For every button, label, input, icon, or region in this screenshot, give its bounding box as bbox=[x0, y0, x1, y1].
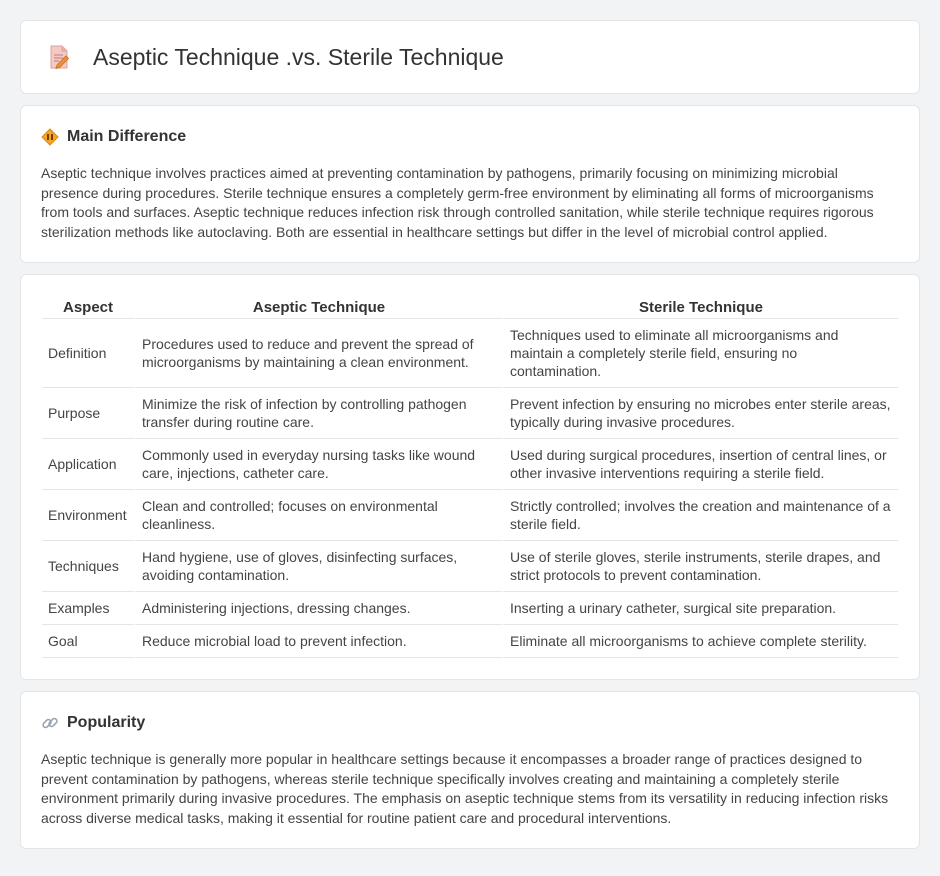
row-aseptic: Minimize the risk of infection by controlling pathogen transfer during routine care. bbox=[134, 388, 502, 439]
header-aspect: Aspect bbox=[42, 295, 134, 319]
row-sterile: Strictly controlled; involves the creation and maintenance of a sterile field. bbox=[502, 490, 898, 541]
table-header-row bbox=[42, 295, 898, 319]
row-aseptic: Clean and controlled; focuses on environmental cleanliness. bbox=[134, 490, 502, 541]
row-aspect: Goal bbox=[42, 625, 134, 658]
header-aseptic: Aseptic Technique bbox=[134, 295, 502, 319]
popularity-heading bbox=[41, 714, 899, 732]
main-difference-heading-text: Main Difference bbox=[67, 128, 187, 145]
popularity-text: Aseptic technique is generally more popular in healthcare settings because it encompasses a broader range of practices designed to prevent contamination by pathogens, whereas sterile technique specifically involves creating and maintaining a completely sterile environment primarily during invasive procedures. The emphasis on aseptic technique stems from its versatility in reducing infection risks across diverse medical tasks, making it essential for routine patient care and procedural interventions. bbox=[41, 751, 889, 826]
table-row bbox=[42, 625, 898, 658]
header-sterile: Sterile Technique bbox=[502, 295, 898, 319]
row-aseptic: Hand hygiene, use of gloves, disinfecting surfaces, avoiding contamination. bbox=[134, 541, 502, 592]
row-aspect: Definition bbox=[42, 319, 134, 388]
row-aspect: Purpose bbox=[42, 388, 134, 439]
row-aseptic: Commonly used in everyday nursing tasks like wound care, injections, catheter care. bbox=[134, 439, 502, 490]
row-sterile: Use of sterile gloves, sterile instruments, sterile drapes, and strict protocols to prevent contamination. bbox=[502, 541, 898, 592]
link-icon bbox=[41, 714, 59, 732]
header-card bbox=[20, 20, 920, 94]
row-aspect: Environment bbox=[42, 490, 134, 541]
row-sterile: Eliminate all microorganisms to achieve complete sterility. bbox=[502, 625, 898, 658]
row-aspect: Application bbox=[42, 439, 134, 490]
popularity-heading-text: Popularity bbox=[67, 714, 146, 731]
row-aspect: Examples bbox=[42, 592, 134, 625]
document-edit-icon bbox=[45, 43, 73, 71]
row-sterile: Techniques used to eliminate all microorganisms and maintain a completely sterile field, ensuring no contamination. bbox=[502, 319, 898, 388]
table-row bbox=[42, 388, 898, 439]
table-row bbox=[42, 592, 898, 625]
page-title: Aseptic Technique .vs. Sterile Technique bbox=[93, 43, 504, 70]
table-row bbox=[42, 439, 898, 490]
table-row bbox=[42, 541, 898, 592]
diamond-warning-icon bbox=[41, 128, 59, 146]
row-sterile: Prevent infection by ensuring no microbes enter sterile areas, typically during invasive procedures. bbox=[502, 388, 898, 439]
row-sterile: Used during surgical procedures, insertion of central lines, or other invasive interventions requiring a sterile field. bbox=[502, 439, 898, 490]
main-difference-section bbox=[20, 105, 920, 263]
main-difference-heading bbox=[41, 128, 899, 146]
row-aseptic: Administering injections, dressing changes. bbox=[134, 592, 502, 625]
popularity-section bbox=[20, 691, 920, 849]
row-aspect: Techniques bbox=[42, 541, 134, 592]
comparison-table-card bbox=[20, 274, 920, 680]
row-aseptic: Procedures used to reduce and prevent the spread of microorganisms by maintaining a clean environment. bbox=[134, 319, 502, 388]
row-aseptic: Reduce microbial load to prevent infection. bbox=[134, 625, 502, 658]
table-row bbox=[42, 490, 898, 541]
main-difference-text: Aseptic technique involves practices aimed at preventing contamination by pathogens, primarily focusing on minimizing microbial presence during procedures. Sterile technique ensures a completely germ-free environment by eliminating all forms of microorganisms from tools and surfaces. Aseptic technique reduces infection risk through controlled sanitation, while sterile technique requires rigorous sterilization methods like autoclaving. Both are essential in healthcare settings but differ in the level of microbial control applied. bbox=[41, 165, 874, 240]
comparison-table bbox=[42, 295, 898, 658]
table-row bbox=[42, 319, 898, 388]
row-sterile: Inserting a urinary catheter, surgical site preparation. bbox=[502, 592, 898, 625]
